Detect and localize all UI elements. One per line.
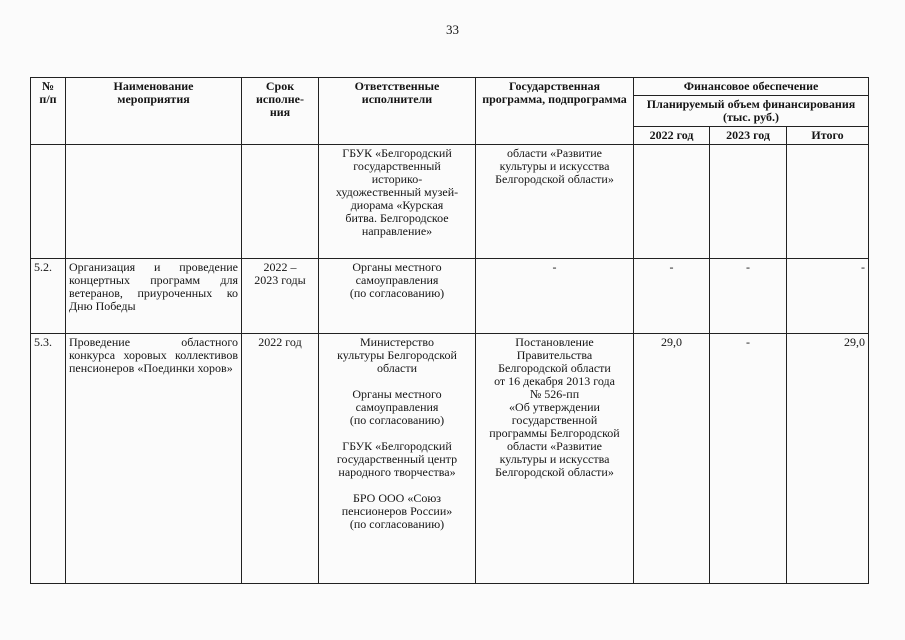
row-term xyxy=(242,145,319,259)
row-term: 2022 год xyxy=(242,334,319,584)
row-name: Организация и проведение концертных программ для ветеранов, приуроченных ко Дню Победы xyxy=(66,259,242,334)
row-executors: Министерство культуры Белгородской области Органы местного самоуправления (по согласованию) ГБУК «Белгородский государственный центр народного творчества» БРО ООО «Союз пенсионеров России» (по согласованию) xyxy=(319,334,476,584)
row-2022 xyxy=(634,145,710,259)
row-program: Постановление Правительства Белгородской области от 16 декабря 2013 года № 526-пп «Об утверждении государственной программы Белгородской области «Развитие культуры и искусства Белгородской области» xyxy=(476,334,634,584)
row-total xyxy=(787,145,869,259)
header-total: Итого xyxy=(787,127,869,145)
row-num: 5.2. xyxy=(31,259,66,334)
header-term: Срок исполне- ния xyxy=(242,78,319,145)
row-name xyxy=(66,145,242,259)
table-row xyxy=(31,334,869,584)
row-num: 5.3. xyxy=(31,334,66,584)
row-program: области «Развитие культуры и искусства Белгородской области» xyxy=(476,145,634,259)
row-2023: - xyxy=(710,334,787,584)
page-number: 33 xyxy=(446,22,459,37)
header-num: № п/п xyxy=(31,78,66,145)
row-term: 2022 – 2023 годы xyxy=(242,259,319,334)
row-total: 29,0 xyxy=(787,334,869,584)
table-row xyxy=(31,145,869,259)
row-program: - xyxy=(476,259,634,334)
row-2022: - xyxy=(634,259,710,334)
measures-table xyxy=(30,77,869,584)
header-executors: Ответственные исполнители xyxy=(319,78,476,145)
header-program: Государственная программа, подпрограмма xyxy=(476,78,634,145)
header-name: Наименование мероприятия xyxy=(66,78,242,145)
row-2023: - xyxy=(710,259,787,334)
header-2022: 2022 год xyxy=(634,127,710,145)
header-planned: Планируемый объем финансирования (тыс. руб.) xyxy=(634,96,869,127)
row-total: - xyxy=(787,259,869,334)
row-executors: ГБУК «Белгородский государственный историко- художественный музей- диорама «Курская битва. Белгородское направление» xyxy=(319,145,476,259)
row-2022: 29,0 xyxy=(634,334,710,584)
row-name: Проведение областного конкурса хоровых коллективов пенсионеров «Поединки хоров» xyxy=(66,334,242,584)
row-executors: Органы местного самоуправления (по согласованию) xyxy=(319,259,476,334)
row-2023 xyxy=(710,145,787,259)
row-num xyxy=(31,145,66,259)
table-row xyxy=(31,259,869,334)
header-2023: 2023 год xyxy=(710,127,787,145)
header-finance: Финансовое обеспечение xyxy=(634,78,869,96)
